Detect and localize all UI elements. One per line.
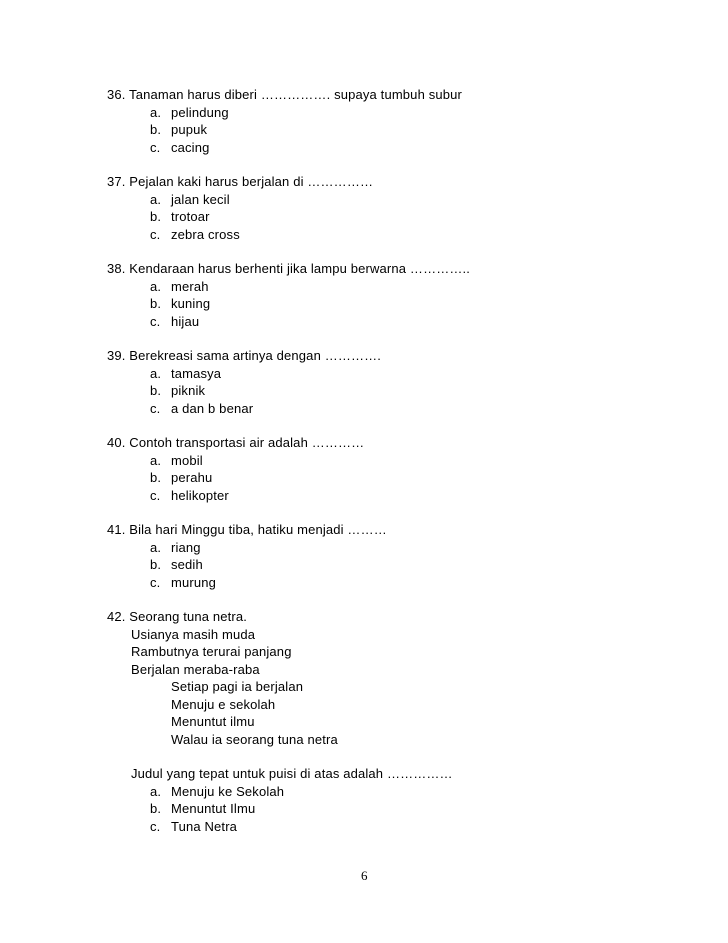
question-39-stem: 39. Berekreasi sama artinya dengan …………. [107, 348, 382, 363]
option-text: zebra cross [171, 227, 240, 242]
option-letter: a. [150, 453, 162, 468]
option-letter: a. [150, 279, 162, 294]
poem-line: Menuju e sekolah [171, 697, 276, 712]
question-40-stem: 40. Contoh transportasi air adalah ………… [107, 435, 365, 450]
question-37-stem: 37. Pejalan kaki harus berjalan di …………… [107, 174, 374, 189]
option-text: riang [171, 540, 201, 555]
option-letter: c. [150, 401, 161, 416]
option-text: trotoar [171, 209, 210, 224]
option-letter: b. [150, 557, 162, 572]
option-letter: c. [150, 819, 161, 834]
option-letter: b. [150, 801, 162, 816]
option-letter: c. [150, 140, 161, 155]
option-text: piknik [171, 383, 206, 398]
question-42-prompt: Judul yang tepat untuk puisi di atas adalah …………… [131, 766, 453, 781]
question-42-stem: 42. Seorang tuna netra. [107, 609, 248, 624]
option-text: murung [171, 575, 216, 590]
option-text: tamasya [171, 366, 222, 381]
question-41-stem: 41. Bila hari Minggu tiba, hatiku menjadi ……… [107, 522, 387, 537]
poem-line: Menuntut ilmu [171, 714, 255, 729]
option-letter: b. [150, 470, 162, 485]
option-letter: a. [150, 105, 162, 120]
question-38-stem: 38. Kendaraan harus berhenti jika lampu berwarna ………….. [107, 261, 471, 276]
option-text: sedih [171, 557, 203, 572]
option-text: mobil [171, 453, 203, 468]
option-text: merah [171, 279, 209, 294]
option-text: hijau [171, 314, 200, 329]
poem-line: Walau ia seorang tuna netra [171, 732, 338, 747]
option-text: pelindung [171, 105, 229, 120]
option-text: helikopter [171, 488, 229, 503]
page-number: 6 [361, 868, 368, 883]
option-letter: a. [150, 366, 162, 381]
option-letter: c. [150, 314, 161, 329]
poem-line: Rambutnya terurai panjang [131, 644, 292, 659]
option-text: a dan b benar [171, 401, 254, 416]
option-letter: a. [150, 784, 162, 799]
option-letter: b. [150, 383, 162, 398]
poem-line: Berjalan meraba-raba [131, 662, 260, 677]
question-36-stem: 36. Tanaman harus diberi ……………. supaya tumbuh subur [107, 87, 462, 102]
option-text: pupuk [171, 122, 208, 137]
option-text: jalan kecil [171, 192, 230, 207]
option-letter: b. [150, 296, 162, 311]
option-text: Menuntut Ilmu [171, 801, 256, 816]
option-letter: b. [150, 122, 162, 137]
option-letter: c. [150, 488, 161, 503]
poem-line: Setiap pagi ia berjalan [171, 679, 304, 694]
option-text: cacing [171, 140, 210, 155]
option-text: kuning [171, 296, 211, 311]
option-text: Menuju ke Sekolah [171, 784, 285, 799]
option-text: Tuna Netra [171, 819, 238, 834]
option-letter: a. [150, 192, 162, 207]
option-letter: a. [150, 540, 162, 555]
option-text: perahu [171, 470, 213, 485]
poem-line: Usianya masih muda [131, 627, 256, 642]
option-letter: c. [150, 575, 161, 590]
option-letter: c. [150, 227, 161, 242]
option-letter: b. [150, 209, 162, 224]
